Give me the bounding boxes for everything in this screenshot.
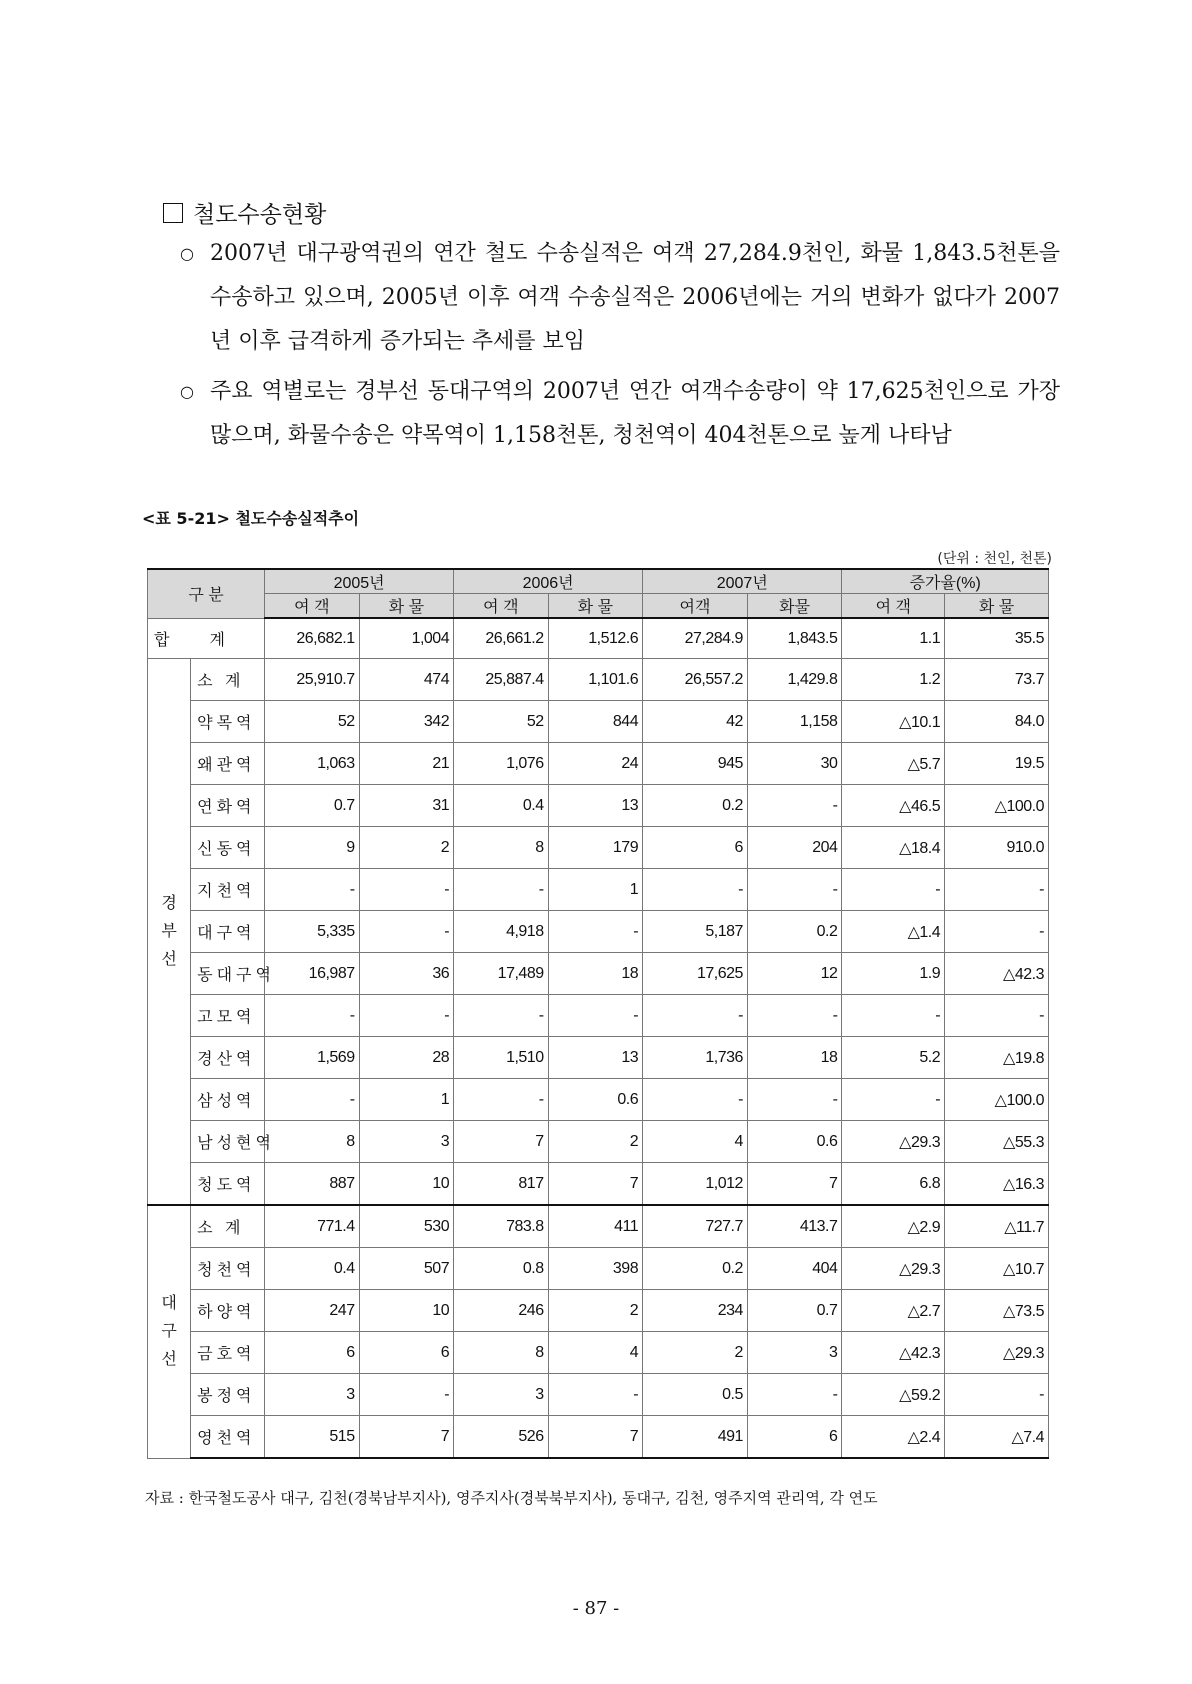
row-label: 금호역: [191, 1332, 265, 1374]
table-cell: -: [945, 869, 1049, 911]
table-row: [148, 827, 1049, 869]
row-label: 연화역: [191, 785, 265, 827]
table-cell: △59.2: [842, 1374, 945, 1416]
table-cell: △29.3: [842, 1121, 945, 1163]
header-row-types: [148, 594, 1049, 619]
table-cell: 8: [454, 1332, 549, 1374]
table-cell: 25,910.7: [265, 659, 360, 701]
table-cell: 3: [359, 1121, 454, 1163]
table-cell: -: [454, 869, 549, 911]
row-label: 신동역: [191, 827, 265, 869]
table-cell: -: [548, 1374, 643, 1416]
table-body: [148, 618, 1049, 1458]
table-cell: 42: [643, 701, 748, 743]
table-cell: 8: [265, 1121, 360, 1163]
table-cell: -: [945, 1374, 1049, 1416]
table-cell: 0.2: [747, 911, 842, 953]
table-cell: 1: [359, 1079, 454, 1121]
table-cell: 36: [359, 953, 454, 995]
header-year: 2005년: [265, 569, 454, 594]
table-cell: 19.5: [945, 743, 1049, 785]
table-cell: -: [945, 995, 1049, 1037]
table-cell: 1,569: [265, 1037, 360, 1079]
table-cell: 179: [548, 827, 643, 869]
table-cell: 0.4: [265, 1248, 360, 1290]
table-cell: 6: [643, 827, 748, 869]
bullet-icon: ○: [180, 382, 194, 401]
table-cell: 1,843.5: [747, 618, 842, 659]
row-label: 남성현역: [191, 1121, 265, 1163]
table-cell: 6.8: [842, 1163, 945, 1206]
header-passenger: 여 객: [842, 594, 945, 619]
table-cell: -: [747, 995, 842, 1037]
row-label: 청도역: [191, 1163, 265, 1206]
table-cell: 1,076: [454, 743, 549, 785]
row-label: 경산역: [191, 1037, 265, 1079]
table-cell: 18: [747, 1037, 842, 1079]
table-cell: 4,918: [454, 911, 549, 953]
table-cell: 5,335: [265, 911, 360, 953]
table-cell: 52: [454, 701, 549, 743]
table-cell: 27,284.9: [643, 618, 748, 659]
row-label: 고모역: [191, 995, 265, 1037]
row-label: 봉정역: [191, 1374, 265, 1416]
table-row-total: [148, 618, 1049, 659]
table-cell: 204: [747, 827, 842, 869]
row-label: 약목역: [191, 701, 265, 743]
table-cell: 6: [359, 1332, 454, 1374]
table-cell: -: [747, 1374, 842, 1416]
table-cell: △2.9: [842, 1205, 945, 1248]
table-cell: 474: [359, 659, 454, 701]
table-cell: △46.5: [842, 785, 945, 827]
table-cell: △29.3: [842, 1248, 945, 1290]
section-heading-text: 철도수송현황: [193, 202, 327, 228]
table-cell: -: [359, 869, 454, 911]
table-row: [148, 659, 1049, 701]
header-freight: 화 물: [359, 594, 454, 619]
table-cell: △18.4: [842, 827, 945, 869]
table-cell: △10.7: [945, 1248, 1049, 1290]
table-cell: △42.3: [945, 953, 1049, 995]
table-cell: 18: [548, 953, 643, 995]
table-cell: 5.2: [842, 1037, 945, 1079]
table-cell: -: [359, 1374, 454, 1416]
table-row: [148, 1121, 1049, 1163]
table-cell: 0.7: [747, 1290, 842, 1332]
table-cell: 7: [747, 1163, 842, 1206]
paragraph-2: [180, 370, 1060, 458]
table-cell: 12: [747, 953, 842, 995]
table-cell: △7.4: [945, 1416, 1049, 1459]
row-label: 청천역: [191, 1248, 265, 1290]
table-cell: 515: [265, 1416, 360, 1459]
table-row: [148, 785, 1049, 827]
table-cell: 2: [548, 1121, 643, 1163]
header-passenger: 여객: [643, 594, 748, 619]
table-cell: 3: [265, 1374, 360, 1416]
table-cell: 6: [747, 1416, 842, 1459]
table-cell: 4: [643, 1121, 748, 1163]
table-cell: -: [265, 1079, 360, 1121]
header-passenger: 여 객: [454, 594, 549, 619]
table-row: [148, 1416, 1049, 1459]
paragraph-1: [180, 232, 1060, 364]
table-cell: 1,004: [359, 618, 454, 659]
table-cell: 910.0: [945, 827, 1049, 869]
checkbox-square-icon: [163, 203, 183, 223]
table-cell: 17,625: [643, 953, 748, 995]
table-cell: 30: [747, 743, 842, 785]
table-cell: 0.5: [643, 1374, 748, 1416]
bullet-icon: ○: [180, 244, 194, 263]
row-label: 하양역: [191, 1290, 265, 1332]
table-cell: -: [643, 869, 748, 911]
table-cell: 411: [548, 1205, 643, 1248]
table-cell: △55.3: [945, 1121, 1049, 1163]
table-cell: 1,012: [643, 1163, 748, 1206]
row-label: 영천역: [191, 1416, 265, 1459]
table-cell: 0.2: [643, 1248, 748, 1290]
table-cell: -: [747, 785, 842, 827]
table-cell: 17,489: [454, 953, 549, 995]
table-cell: 887: [265, 1163, 360, 1206]
table-cell: 1,063: [265, 743, 360, 785]
table-cell: 0.6: [747, 1121, 842, 1163]
table-cell: -: [548, 995, 643, 1037]
table-cell: 4: [548, 1332, 643, 1374]
header-year: 2007년: [643, 569, 842, 594]
table-cell: 21: [359, 743, 454, 785]
table-cell: 26,682.1: [265, 618, 360, 659]
table-cell: 0.7: [265, 785, 360, 827]
table-cell: 10: [359, 1290, 454, 1332]
table-cell: -: [842, 869, 945, 911]
table-cell: 7: [454, 1121, 549, 1163]
table-cell: -: [454, 1079, 549, 1121]
paragraph-1-text: 2007년 대구광역권의 연간 철도 수송실적은 여객 27,284.9천인, 화물 1,843.5천톤을 수송하고 있으며, 2005년 이후 여객 수송실적은 2006년에는 거의 변화가 없다가 2007년 이후 급격하게 증가되는 추세를 보임: [210, 241, 1060, 354]
table-cell: 398: [548, 1248, 643, 1290]
table-cell: 507: [359, 1248, 454, 1290]
table-cell: 771.4: [265, 1205, 360, 1248]
table-cell: -: [359, 911, 454, 953]
table-cell: 0.8: [454, 1248, 549, 1290]
table-row: [148, 1332, 1049, 1374]
table-cell: -: [747, 1079, 842, 1121]
table-cell: △2.4: [842, 1416, 945, 1459]
table-cell: -: [842, 995, 945, 1037]
row-label: 삼성역: [191, 1079, 265, 1121]
table-row: [148, 953, 1049, 995]
table-cell: -: [548, 911, 643, 953]
table-cell: -: [945, 911, 1049, 953]
table-cell: 5,187: [643, 911, 748, 953]
table-cell: △5.7: [842, 743, 945, 785]
table-cell: △42.3: [842, 1332, 945, 1374]
table-row: [148, 1374, 1049, 1416]
table-row: [148, 1079, 1049, 1121]
table-cell: △100.0: [945, 1079, 1049, 1121]
table-cell: -: [842, 1079, 945, 1121]
table-row: [148, 911, 1049, 953]
table-cell: 727.7: [643, 1205, 748, 1248]
table-cell: 2: [359, 827, 454, 869]
table-cell: △29.3: [945, 1332, 1049, 1374]
table-cell: 25,887.4: [454, 659, 549, 701]
table-cell: 1.2: [842, 659, 945, 701]
table-cell: 0.6: [548, 1079, 643, 1121]
table-cell: 7: [359, 1416, 454, 1459]
table-cell: -: [265, 869, 360, 911]
table-cell: -: [643, 995, 748, 1037]
row-label: 대구역: [191, 911, 265, 953]
table-cell: -: [454, 995, 549, 1037]
table-cell: 13: [548, 785, 643, 827]
table-cell: 526: [454, 1416, 549, 1459]
table-cell: 945: [643, 743, 748, 785]
table-cell: △19.8: [945, 1037, 1049, 1079]
table-unit: (단위 : 천인, 천톤): [937, 551, 1052, 567]
table-cell: 13: [548, 1037, 643, 1079]
table-row: [148, 1290, 1049, 1332]
header-row-years: [148, 569, 1049, 594]
table-cell: 1,510: [454, 1037, 549, 1079]
table-cell: 247: [265, 1290, 360, 1332]
source-note: 자료 : 한국철도공사 대구, 김천(경북남부지사), 영주지사(경북북부지사), 동대구, 김천, 영주지역 관리역, 각 연도: [145, 1489, 878, 1507]
table-cell: 817: [454, 1163, 549, 1206]
table-cell: 1.1: [842, 618, 945, 659]
table-cell: 234: [643, 1290, 748, 1332]
table-cell: △73.5: [945, 1290, 1049, 1332]
table-cell: 8: [454, 827, 549, 869]
table-cell: 52: [265, 701, 360, 743]
table-cell: △11.7: [945, 1205, 1049, 1248]
header-year: 2006년: [454, 569, 643, 594]
table-cell: 0.4: [454, 785, 549, 827]
table-cell: 73.7: [945, 659, 1049, 701]
table-cell: 24: [548, 743, 643, 785]
rail-transport-table: [147, 568, 1049, 1459]
row-label: 합 계: [148, 618, 265, 659]
table-cell: 26,661.2: [454, 618, 549, 659]
table-cell: 26,557.2: [643, 659, 748, 701]
table-cell: 342: [359, 701, 454, 743]
table-cell: △2.7: [842, 1290, 945, 1332]
table-row: [148, 1205, 1049, 1248]
table-cell: 7: [548, 1416, 643, 1459]
table-row: [148, 995, 1049, 1037]
table-cell: △10.1: [842, 701, 945, 743]
header-growth-rate: 증가율(%): [842, 569, 1049, 594]
table-cell: 31: [359, 785, 454, 827]
table-cell: -: [359, 995, 454, 1037]
table-cell: △16.3: [945, 1163, 1049, 1206]
row-label: 왜관역: [191, 743, 265, 785]
row-label: 동대구역: [191, 953, 265, 995]
table-row: [148, 1163, 1049, 1206]
table-cell: 2: [548, 1290, 643, 1332]
table-cell: △100.0: [945, 785, 1049, 827]
row-label: 소 계: [191, 1205, 265, 1248]
table-cell: 783.8: [454, 1205, 549, 1248]
section-heading: [163, 196, 326, 229]
table-cell: 10: [359, 1163, 454, 1206]
header-freight: 화 물: [548, 594, 643, 619]
table-row: [148, 1248, 1049, 1290]
table-cell: 491: [643, 1416, 748, 1459]
table-cell: 16,987: [265, 953, 360, 995]
table-cell: 1,101.6: [548, 659, 643, 701]
table-row: [148, 869, 1049, 911]
table-cell: 404: [747, 1248, 842, 1290]
header-freight: 화물: [747, 594, 842, 619]
table-cell: 246: [454, 1290, 549, 1332]
table-cell: 0.2: [643, 785, 748, 827]
table-cell: 6: [265, 1332, 360, 1374]
header-category: 구 분: [148, 569, 265, 618]
row-label: 지천역: [191, 869, 265, 911]
table-row: [148, 701, 1049, 743]
table-cell: 1,158: [747, 701, 842, 743]
table-cell: 530: [359, 1205, 454, 1248]
header-passenger: 여 객: [265, 594, 360, 619]
table-cell: 1,429.8: [747, 659, 842, 701]
table-cell: 1.9: [842, 953, 945, 995]
table-cell: 1,736: [643, 1037, 748, 1079]
group-label: 경 부 선: [148, 659, 191, 1206]
table-cell: 3: [747, 1332, 842, 1374]
table-cell: -: [265, 995, 360, 1037]
table-row: [148, 743, 1049, 785]
header-freight: 화 물: [945, 594, 1049, 619]
table-cell: 2: [643, 1332, 748, 1374]
table-cell: -: [747, 869, 842, 911]
table-cell: △1.4: [842, 911, 945, 953]
table-cell: 9: [265, 827, 360, 869]
table-caption: <표 5-21> 철도수송실적추이: [142, 509, 360, 528]
table-cell: 28: [359, 1037, 454, 1079]
table-cell: 3: [454, 1374, 549, 1416]
table-cell: 844: [548, 701, 643, 743]
page-number: - 87 -: [572, 1598, 620, 1619]
table-row: [148, 1037, 1049, 1079]
paragraph-2-text: 주요 역별로는 경부선 동대구역의 2007년 연간 여객수송량이 약 17,625천인으로 가장 많으며, 화물수송은 약목역이 1,158천톤, 청천역이 404천톤으로 높게 나타남: [210, 379, 1060, 448]
row-label: 소 계: [191, 659, 265, 701]
table-cell: -: [643, 1079, 748, 1121]
table-cell: 84.0: [945, 701, 1049, 743]
table-cell: 1,512.6: [548, 618, 643, 659]
table-cell: 7: [548, 1163, 643, 1206]
table-cell: 1: [548, 869, 643, 911]
table-cell: 413.7: [747, 1205, 842, 1248]
table-cell: 35.5: [945, 618, 1049, 659]
group-label: 대 구 선: [148, 1205, 191, 1458]
